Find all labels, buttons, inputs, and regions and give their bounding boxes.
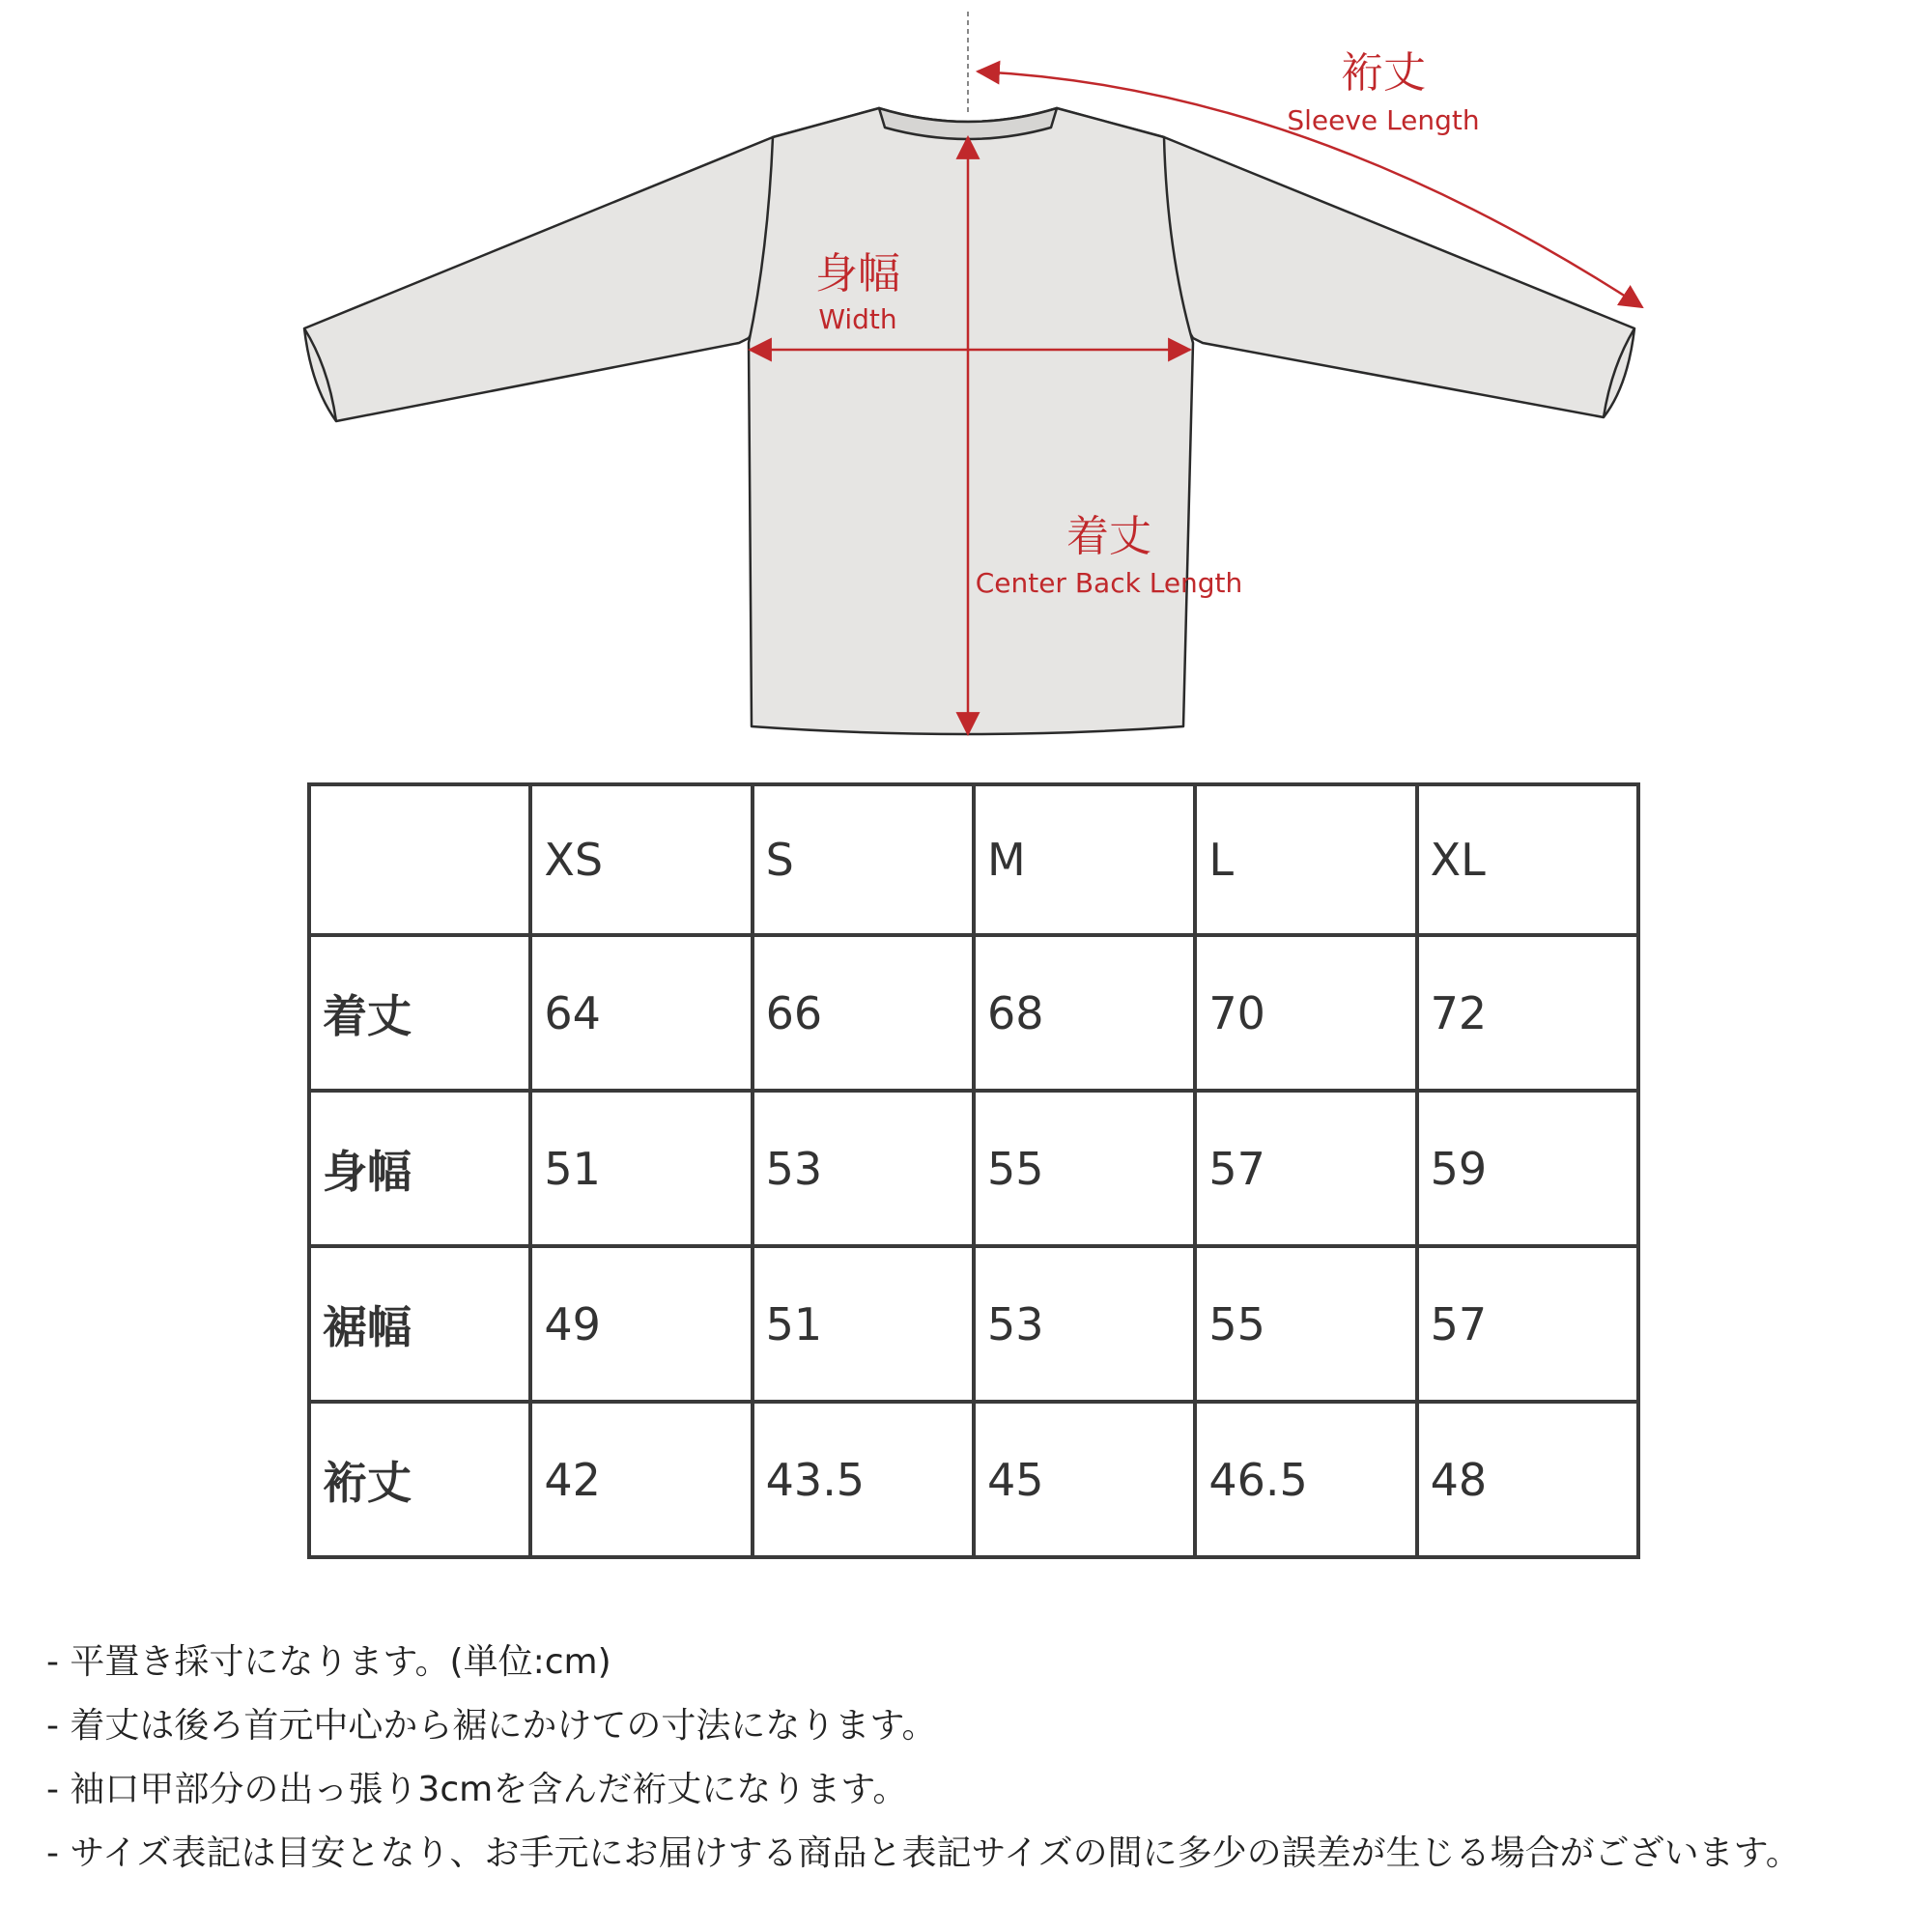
table-cell: 72 xyxy=(1417,935,1638,1091)
header-cell-corner xyxy=(309,784,530,935)
table-cell: 55 xyxy=(974,1091,1195,1246)
table-cell: 48 xyxy=(1417,1402,1638,1557)
table-cell: 43.5 xyxy=(753,1402,974,1557)
table-cell: 49 xyxy=(530,1246,752,1402)
width-label-en: Width xyxy=(818,303,897,335)
table-cell: 70 xyxy=(1195,935,1416,1091)
header-cell-xs: XS xyxy=(530,784,752,935)
header-cell-m: M xyxy=(974,784,1195,935)
center-back-length-label-en: Center Back Length xyxy=(975,567,1243,599)
sleeve-length-label-jp: 裄丈 xyxy=(1341,48,1426,98)
table-row xyxy=(309,1091,1638,1246)
garment-body xyxy=(749,108,1193,734)
garment-diagram xyxy=(0,0,1932,753)
table-cell: 42 xyxy=(530,1402,752,1557)
row-label: 裄丈 xyxy=(309,1402,530,1557)
table-cell: 45 xyxy=(974,1402,1195,1557)
row-label: 裾幅 xyxy=(309,1246,530,1402)
size-table xyxy=(307,782,1640,1559)
notes-list xyxy=(46,1631,1920,1886)
header-cell-l: L xyxy=(1195,784,1416,935)
note-item: - 平置き採寸になります。(単位:cm) xyxy=(46,1642,611,1682)
table-header-row xyxy=(309,784,1638,935)
table-cell: 66 xyxy=(753,935,974,1091)
header-cell-s: S xyxy=(753,784,974,935)
table-cell: 46.5 xyxy=(1195,1402,1416,1557)
table-cell: 53 xyxy=(753,1091,974,1246)
table-cell: 51 xyxy=(530,1091,752,1246)
note-item: - サイズ表記は目安となり、お手元にお届けする商品と表記サイズの間に多少の誤差が生じる場合がございます。 xyxy=(46,1833,1801,1873)
row-label: 着丈 xyxy=(309,935,530,1091)
table-cell: 57 xyxy=(1417,1246,1638,1402)
note-item: - 袖口甲部分の出っ張り3cmを含んだ裄丈になります。 xyxy=(46,1770,908,1809)
width-label-jp: 身幅 xyxy=(815,249,900,298)
header-cell-xl: XL xyxy=(1417,784,1638,935)
table-cell: 68 xyxy=(974,935,1195,1091)
table-row xyxy=(309,935,1638,1091)
table-row xyxy=(309,1402,1638,1557)
table-cell: 57 xyxy=(1195,1091,1416,1246)
table-cell: 51 xyxy=(753,1246,974,1402)
row-label: 身幅 xyxy=(309,1091,530,1246)
table-cell: 59 xyxy=(1417,1091,1638,1246)
table-row xyxy=(309,1246,1638,1402)
table-cell: 55 xyxy=(1195,1246,1416,1402)
table-cell: 53 xyxy=(974,1246,1195,1402)
center-back-length-label-jp: 着丈 xyxy=(1066,512,1151,561)
table-cell: 64 xyxy=(530,935,752,1091)
sleeve-length-label-en: Sleeve Length xyxy=(1287,104,1480,136)
note-item: - 着丈は後ろ首元中心から裾にかけての寸法になります。 xyxy=(46,1706,937,1746)
